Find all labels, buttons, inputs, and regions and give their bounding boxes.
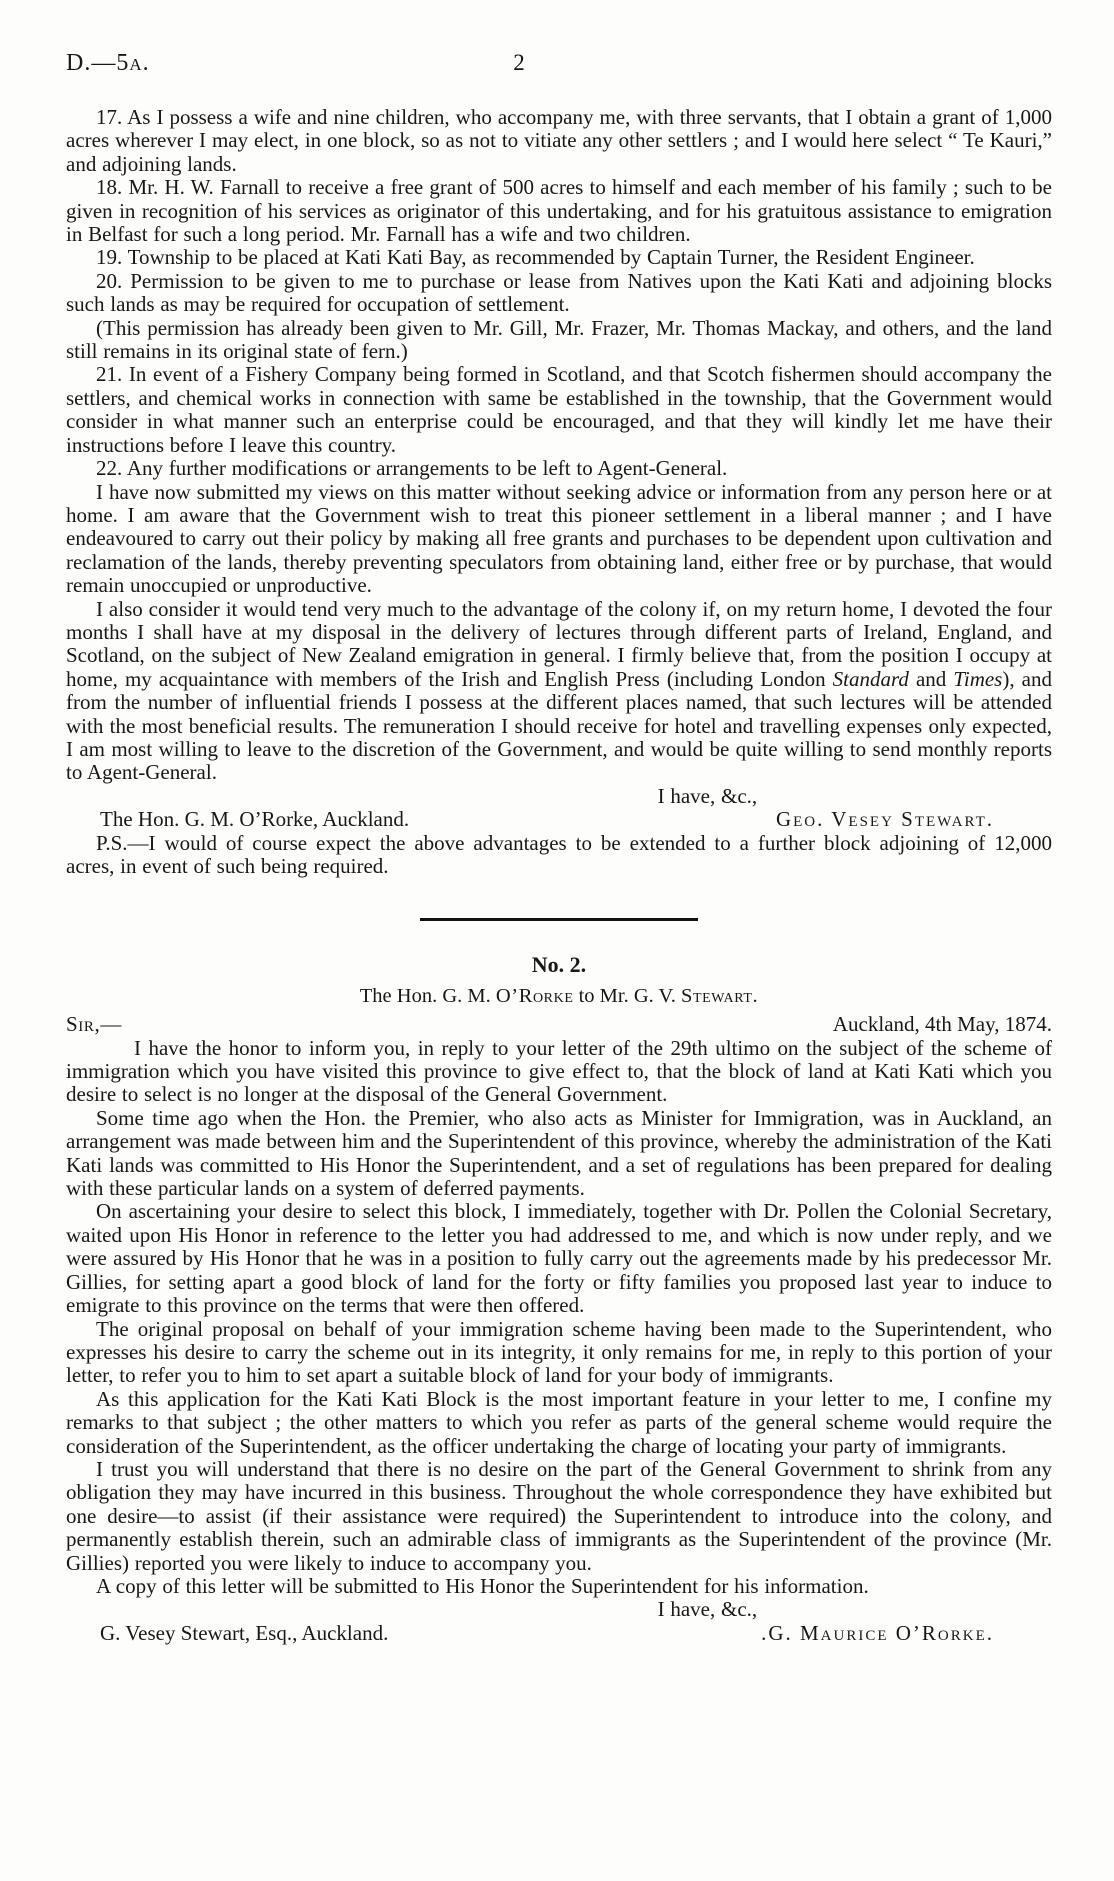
letter2-paragraph-4: The original proposal on behalf of your immigration scheme having been made to the Superintendent, who expresses his desire to carry the scheme out in its integrity, it only remains for me, in reply to this portion of your letter, to refer you to him to set apart a suitable block of land for your body of immigrants. [66,1316,1052,1388]
postscript-letter1: P.S.—I would of course expect the above advantages to be extended to a further block adjoining of 12,000 acres, in event of such being required. [66,830,1052,878]
letter2-paragraph-1: I have the honor to inform you, in reply to your letter of the 29th ultimo on the subject of the scheme of immigration which you have visited this province to give effect to, that the block of land at Kati Kati which you desire to select is no longer at the disposal of the General Government. [66,1035,1052,1107]
page-number: 2 [513,50,525,75]
paragraph-18: 18. Mr. H. W. Farnall to receive a free grant of 500 acres to himself and each member of his family ; such to be given in recognition of his services as originator of this undertaking, and for his gratuitous assistance to emigration in Belfast for such a long period. Mr. Farnall has a wife and two children. [66,175,1052,247]
heading-text-mid: to Mr. G. V. [573,984,681,1007]
newspaper-name-times: Times [953,666,1003,691]
letter2-paragraph-6: I trust you will understand that there is no desire on the part of the General Government to shrink from any obligation they may have incurred in this business. Throughout the whole correspondence they have exhibited but one desire—to assist (if their assistance were required) the Superintendent to introduce into the colony, and permanently establish therein, such an admirable class of immigrants as the Superintendent of the province (Mr. Gillies) reported you were likely to induce to accompany you. [66,1456,1052,1575]
paragraph-17: 17. As I possess a wife and nine children, who accompany me, with three servants, that I obtain a grant of 1,000 acres wherever I may elect, in one block, so as not to vitiate any other settlers ; and I would here select “ Te Kauri,” and adjoining lands. [66,105,1052,176]
signature-row-letter2 [66,1622,1052,1645]
signature-letter1: Geo. Vesey Stewart. [775,807,994,832]
lectures-text-mid: and [908,666,954,691]
paragraph-21: 21. In event of a Fishery Company being formed in Scotland, and that Scotch fishermen should accompany the settlers, and chemical works in connection with same be established in the township, that the Government would consider in what manner such an enterprise could be encouraged, and that they will kindly let me have their instructions before I leave this country. [66,362,1052,457]
paragraph-20: 20. Permission to be given to me to purchase or lease from Natives upon the Kati Kati and adjoining blocks such lands as may be required for occupation of settlement. [66,268,1052,317]
letter-parties-heading [66,985,1052,1008]
document-reference: D.—5a. [66,50,150,76]
letter2-paragraph-3: On ascertaining your desire to select this block, I immediately, together with Dr. Pollen the Colonial Secretary, waited upon His Honor in reference to the letter you had addressed to me, and which is now under reply, and we were assured by His Honor that he was in a position to fully carry out the agreements made by his predecessor Mr. Gillies, for setting apart a good block of land for the forty or fifty families you proposed last year to induce to emigrate to this province on the terms that were then offered. [66,1199,1052,1318]
paragraph-22: 22. Any further modifications or arrangements to be left to Agent-General. [96,456,728,481]
paragraph-19: 19. Township to be placed at Kati Kati Bay, as recommended by Captain Turner, the Resident Engineer. [96,245,975,270]
addressee-letter1: The Hon. G. M. O’Rorke, Auckland. [100,807,410,832]
lectures-text-pre: I also consider it would tend very much to the advantage of the colony if, on my return home, I devoted the four months I shall have at my disposal in the delivery of lectures through different parts of Ireland, England, and Scotland, on the subject of New Zealand emigration in general. I firmly believe that, from the position I occupy at home, my acquaintance with members of the Irish and English Press (including London [66,596,1052,691]
place-date-line: Auckland, 4th May, 1874. [832,1012,1052,1037]
salutation: Sir,— [66,1012,122,1037]
letter-number-heading: No. 2. [531,952,587,978]
letter2-paragraph-7: A copy of this letter will be submitted to His Honor the Superintendent for his information. [96,1573,869,1598]
heading-text-pre: The Hon. G. M. [359,984,496,1007]
second-letter [66,953,1052,1645]
salutation-row [66,1013,1052,1036]
letter2-paragraph-5: As this application for the Kati Kati Block is the most important feature in your letter to me, I confine my remarks to that subject ; the other matters to which you refer as parts of the general scheme would require the consideration of the Superintendent, as the officer undertaking the charge of locating your party of immigrants. [66,1386,1052,1458]
addressee-letter2: G. Vesey Stewart, Esq., Auckland. [100,1620,389,1645]
newspaper-name-standard: Standard [832,666,909,691]
section-divider-rule [420,918,698,921]
first-letter-continued [66,106,1052,878]
valediction-letter2: I have, &c., [657,1597,758,1622]
paragraph-summary: I have now submitted my views on this matter without seeking advice or information from any person here or at home. I am aware that the Government wish to treat this pioneer settlement in a liberal manner ; and I have endeavoured to carry out their policy by making all free grants and purchases to be dependent upon cultivation and reclamation of the lands, thereby preventing speculators from obtaining land, either free or by purchase, that would remain unoccupied or unproductive. [66,479,1052,598]
paragraph-20-note: (This permission has already been given to Mr. Gill, Mr. Frazer, Mr. Thomas Mackay, and others, and the land still remains in its original state of fern.) [66,315,1052,364]
valediction-letter1: I have, &c., [657,783,758,808]
heading-name-stewart: Stewart. [680,984,759,1007]
letter2-paragraph-2: Some time ago when the Hon. the Premier, who also acts as Minister for Immigration, was in Auckland, an arrangement was made between him and the Superintendent of this province, whereby the administration of the Kati Kati lands was committed to His Honor the Superintendent, and a set of regulations has been prepared for dealing with these particular lands on a system of deferred payments. [66,1105,1052,1201]
lectures-text-post: ), and from the number of influential friends I possess at the different places named, that such lectures will be attended with the most beneficial results. The remuneration I should receive for hotel and travelling expenses only expected, I am most willing to leave to the discretion of the Government, and would be quite willing to send monthly reports to Agent-General. [66,666,1052,785]
paragraph-lectures [66,598,1052,785]
heading-name-ororke: O’Rorke [495,984,574,1007]
page-header [66,50,1052,84]
signature-row-letter1 [66,808,1052,831]
signature-letter2: .G. Maurice O’Rorke. [761,1620,994,1645]
